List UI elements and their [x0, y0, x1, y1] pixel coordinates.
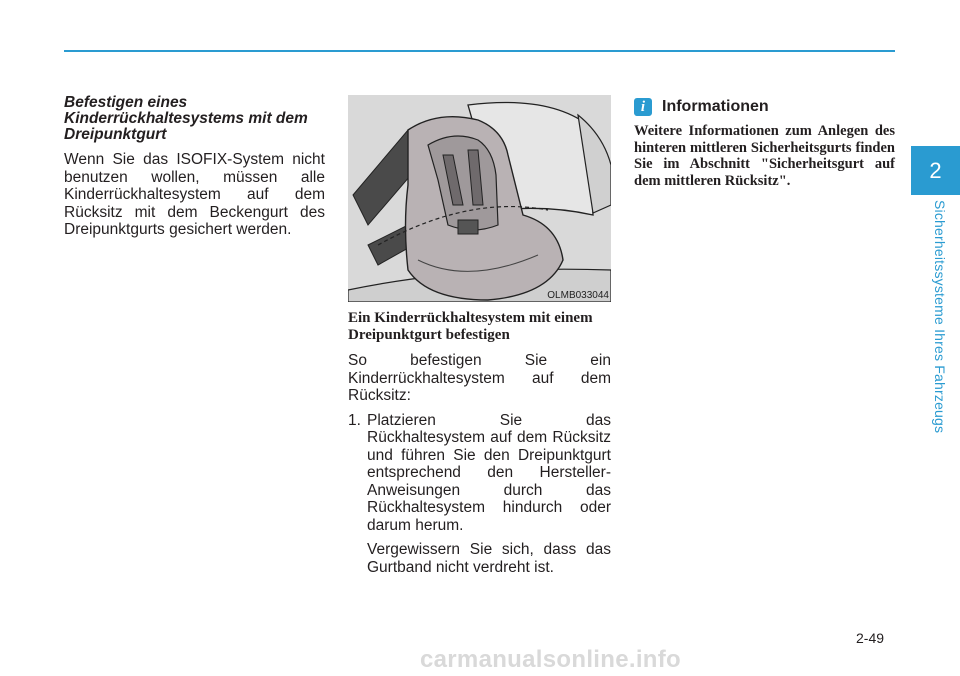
info-title: Informationen — [662, 98, 769, 115]
top-rule — [64, 50, 895, 52]
section-heading: Befestigen eines Kinderrückhaltesystems mit dem Dreipunktgurt — [64, 94, 308, 143]
child-seat-drawing — [348, 95, 611, 302]
step-1 — [348, 412, 611, 577]
column-right — [634, 95, 895, 189]
figure-code: OLMB033044 — [547, 290, 609, 301]
section-body: Wenn Sie das ISOFIX-System nicht benutzen wollen, müssen alle Kinderrückhaltesystem auf dem Rücksitz mit dem Beckengurt des Dreipunktgurts gesichert werden. — [64, 151, 325, 238]
info-header — [634, 95, 895, 119]
step-text: Platzieren Sie das Rückhaltesystem auf dem Rücksitz und führen Sie den Dreipunktgurt entsprechend den Hersteller-Anweisungen durch das Rückhaltesystem hindurch oder darum herum. — [367, 411, 611, 534]
step-note: Vergewissern Sie sich, dass das Gurtband nicht verdreht ist. — [367, 541, 611, 576]
column-middle — [348, 95, 611, 576]
info-icon: i — [634, 98, 652, 116]
intro-text: So befestigen Sie ein Kinderrückhaltesystem auf dem Rücksitz: — [348, 352, 611, 404]
figure-caption: Ein Kinderrückhaltesystem mit einem Dreipunktgurt befestigen — [348, 310, 593, 343]
chapter-number: 2 — [929, 157, 942, 183]
page-number: 2-49 — [856, 630, 885, 646]
info-text: Weitere Informationen zum Anlegen des hinteren mittleren Sicherheitsgurts finden Sie im Abschnitt "Sicherheitsgurt auf dem mittleren Rücksitz". — [634, 123, 895, 189]
chapter-title: Sicherheitssysteme Ihres Fahrzeugs — [932, 200, 948, 434]
chapter-tab — [911, 146, 960, 195]
watermark: carmanualsonline.info — [420, 646, 682, 673]
step-number: 1. — [348, 411, 361, 429]
child-seat-illustration — [348, 95, 611, 302]
column-left — [64, 95, 325, 239]
